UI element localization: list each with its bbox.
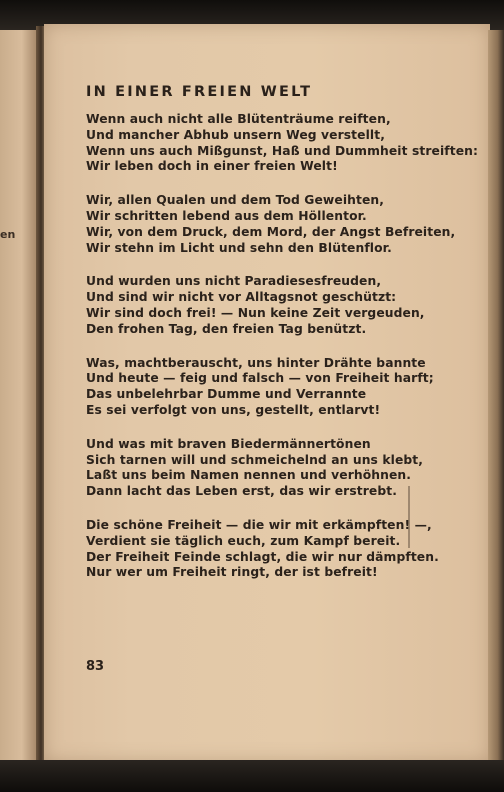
poem-line: Nur wer um Freiheit ringt, der ist befreit!	[86, 565, 378, 580]
page-number: 83	[86, 659, 105, 674]
poem-line: Laßt uns beim Namen nennen und verhöhnen.	[86, 468, 412, 483]
stanza	[86, 193, 456, 256]
poem-line: Wir, von dem Druck, dem Mord, der Angst Befreiten,	[86, 224, 456, 239]
stanza	[86, 518, 446, 581]
stanza	[86, 112, 479, 175]
previous-page-edge	[0, 30, 36, 770]
poem-line: Die schöne Freiheit — die wir mit erkämpften! —,	[86, 517, 432, 532]
poem-line: Und heute — feig und falsch — von Freiheit harft;	[86, 371, 434, 386]
poem-title: IN EINER FREIEN WELT	[86, 84, 313, 100]
poem-line: Und mancher Abhub unsern Weg verstellt,	[86, 127, 385, 142]
poem-line: Und was mit braven Biedermännertönen	[86, 436, 371, 451]
poem-line: Und wurden uns nicht Paradiesesfreuden,	[86, 274, 382, 289]
poem-line: Der Freiheit Feinde schlagt, die wir nur dämpften.	[86, 549, 439, 564]
poem-line: Das unbelehrbar Dumme und Verrannte	[86, 387, 367, 402]
poem-line: Wenn uns auch Mißgunst, Haß und Dummheit streiften:	[86, 143, 479, 158]
margin-pencil-mark	[408, 486, 410, 548]
poem-line: Wir sind doch frei! — Nun keine Zeit vergeuden,	[86, 305, 425, 320]
previous-page-text-fragment: en	[0, 228, 16, 241]
stanza	[86, 437, 446, 500]
poem-line: Was, machtberauscht, uns hinter Drähte bannte	[86, 355, 426, 370]
page-stack-edge	[488, 30, 504, 760]
poem-line: Wir schritten lebend aus dem Höllentor.	[86, 208, 367, 223]
stanza	[86, 356, 446, 419]
poem-line: Wenn auch nicht alle Blütenträume reiften,	[86, 112, 391, 126]
stanza	[86, 274, 446, 337]
scan-background-bottom	[0, 760, 504, 792]
poem-line: Wir leben doch in einer freien Welt!	[86, 159, 338, 174]
poem-line: Wir, allen Qualen und dem Tod Geweihten,	[86, 193, 385, 208]
poem-line: Es sei verfolgt von uns, gestellt, entlarvt!	[86, 402, 381, 417]
poem-line: Dann lacht das Leben erst, das wir erstrebt.	[86, 484, 397, 499]
poem-line: Wir stehn im Licht und sehn den Blütenflor.	[86, 240, 392, 255]
poem-body	[86, 112, 479, 599]
poem-line: Verdient sie täglich euch, zum Kampf bereit.	[86, 533, 401, 548]
poem-line: Sich tarnen will und schmeichelnd an uns klebt,	[86, 452, 424, 467]
poem-line: Und sind wir nicht vor Alltagsnot geschützt:	[86, 290, 397, 305]
poem-line: Den frohen Tag, den freien Tag benützt.	[86, 321, 367, 336]
